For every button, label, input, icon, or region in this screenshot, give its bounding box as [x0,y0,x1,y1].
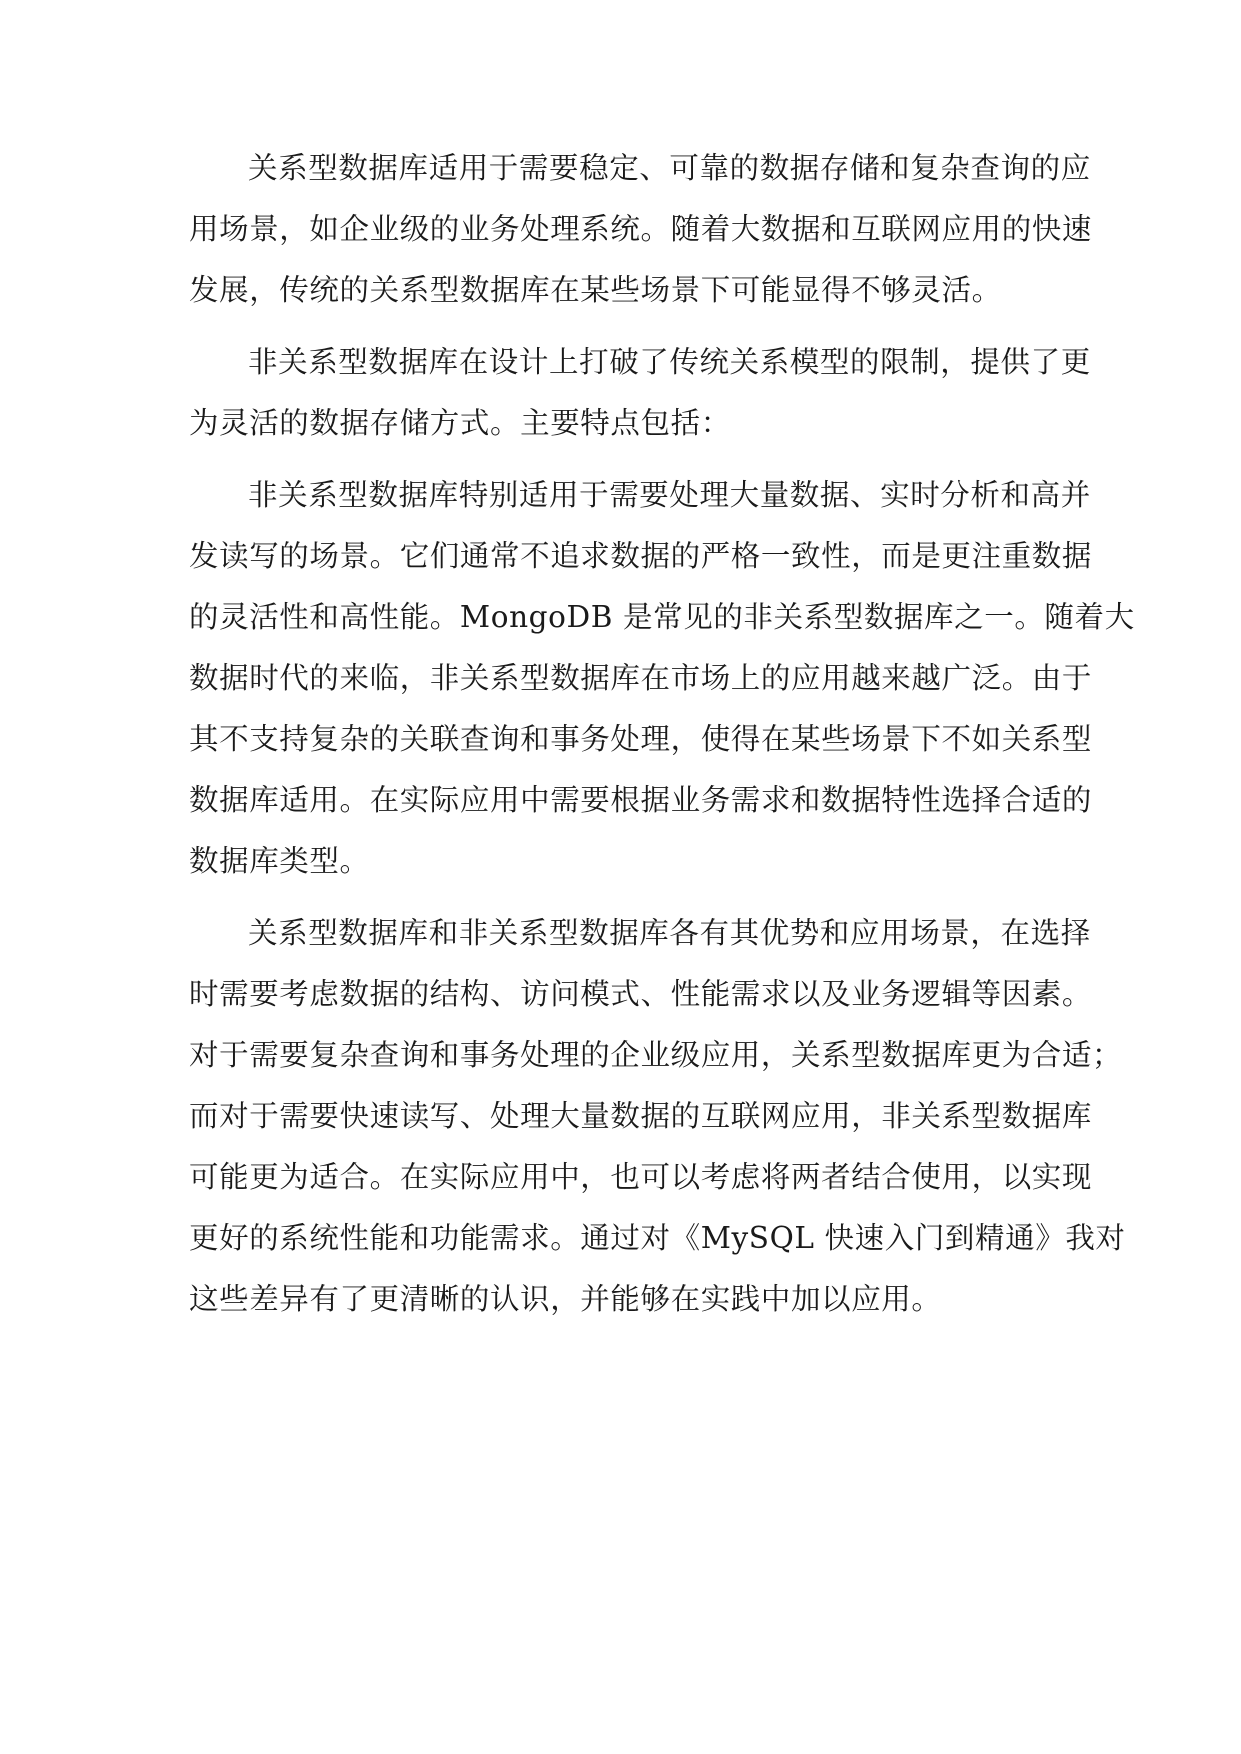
document-page [189,138,1135,1330]
paragraph-line: 更好的系统性能和功能需求。通过对《MySQL 快速入门到精通》我对 [189,1221,1126,1255]
paragraph-line: 时需要考虑数据的结构、访问模式、性能需求以及业务逻辑等因素。 [189,977,1093,1011]
paragraph-line: 关系型数据库适用于需要稳定、可靠的数据存储和复杂查询的应 [248,151,1091,185]
paragraph-line: 而对于需要快速读写、处理大量数据的互联网应用，非关系型数据库 [189,1099,1093,1133]
paragraph-line: 数据库类型。 [189,844,370,878]
paragraph-comparison-conclusion [189,903,1126,1330]
paragraph-line: 的灵活性和高性能。MongoDB 是常见的非关系型数据库之一。随着大 [189,600,1135,634]
paragraph-line: 为灵活的数据存储方式。主要特点包括： [189,406,731,440]
paragraph-line: 关系型数据库和非关系型数据库各有其优势和应用场景，在选择 [248,916,1091,950]
paragraph-nonrelational-db-use-cases [189,465,1135,892]
paragraph-nonrelational-db-intro [189,332,1091,454]
paragraph-line: 用场景，如企业级的业务处理系统。随着大数据和互联网应用的快速 [189,212,1093,246]
paragraph-relational-db-use-cases [189,138,1093,321]
paragraph-line: 发展，传统的关系型数据库在某些场景下可能显得不够灵活。 [189,273,1002,307]
paragraph-line: 非关系型数据库在设计上打破了传统关系模型的限制，提供了更 [248,345,1091,379]
paragraph-line: 这些差异有了更清晰的认识，并能够在实践中加以应用。 [189,1282,942,1316]
paragraph-line: 数据库适用。在实际应用中需要根据业务需求和数据特性选择合适的 [189,783,1093,817]
paragraph-line: 非关系型数据库特别适用于需要处理大量数据、实时分析和高并 [248,478,1091,512]
paragraph-line: 发读写的场景。它们通常不追求数据的严格一致性，而是更注重数据 [189,539,1093,573]
paragraph-line: 可能更为适合。在实际应用中，也可以考虑将两者结合使用，以实现 [189,1160,1093,1194]
paragraph-line: 数据时代的来临，非关系型数据库在市场上的应用越来越广泛。由于 [189,661,1093,695]
paragraph-line: 对于需要复杂查询和事务处理的企业级应用，关系型数据库更为合适； [189,1038,1123,1072]
paragraph-line: 其不支持复杂的关联查询和事务处理，使得在某些场景下不如关系型 [189,722,1093,756]
